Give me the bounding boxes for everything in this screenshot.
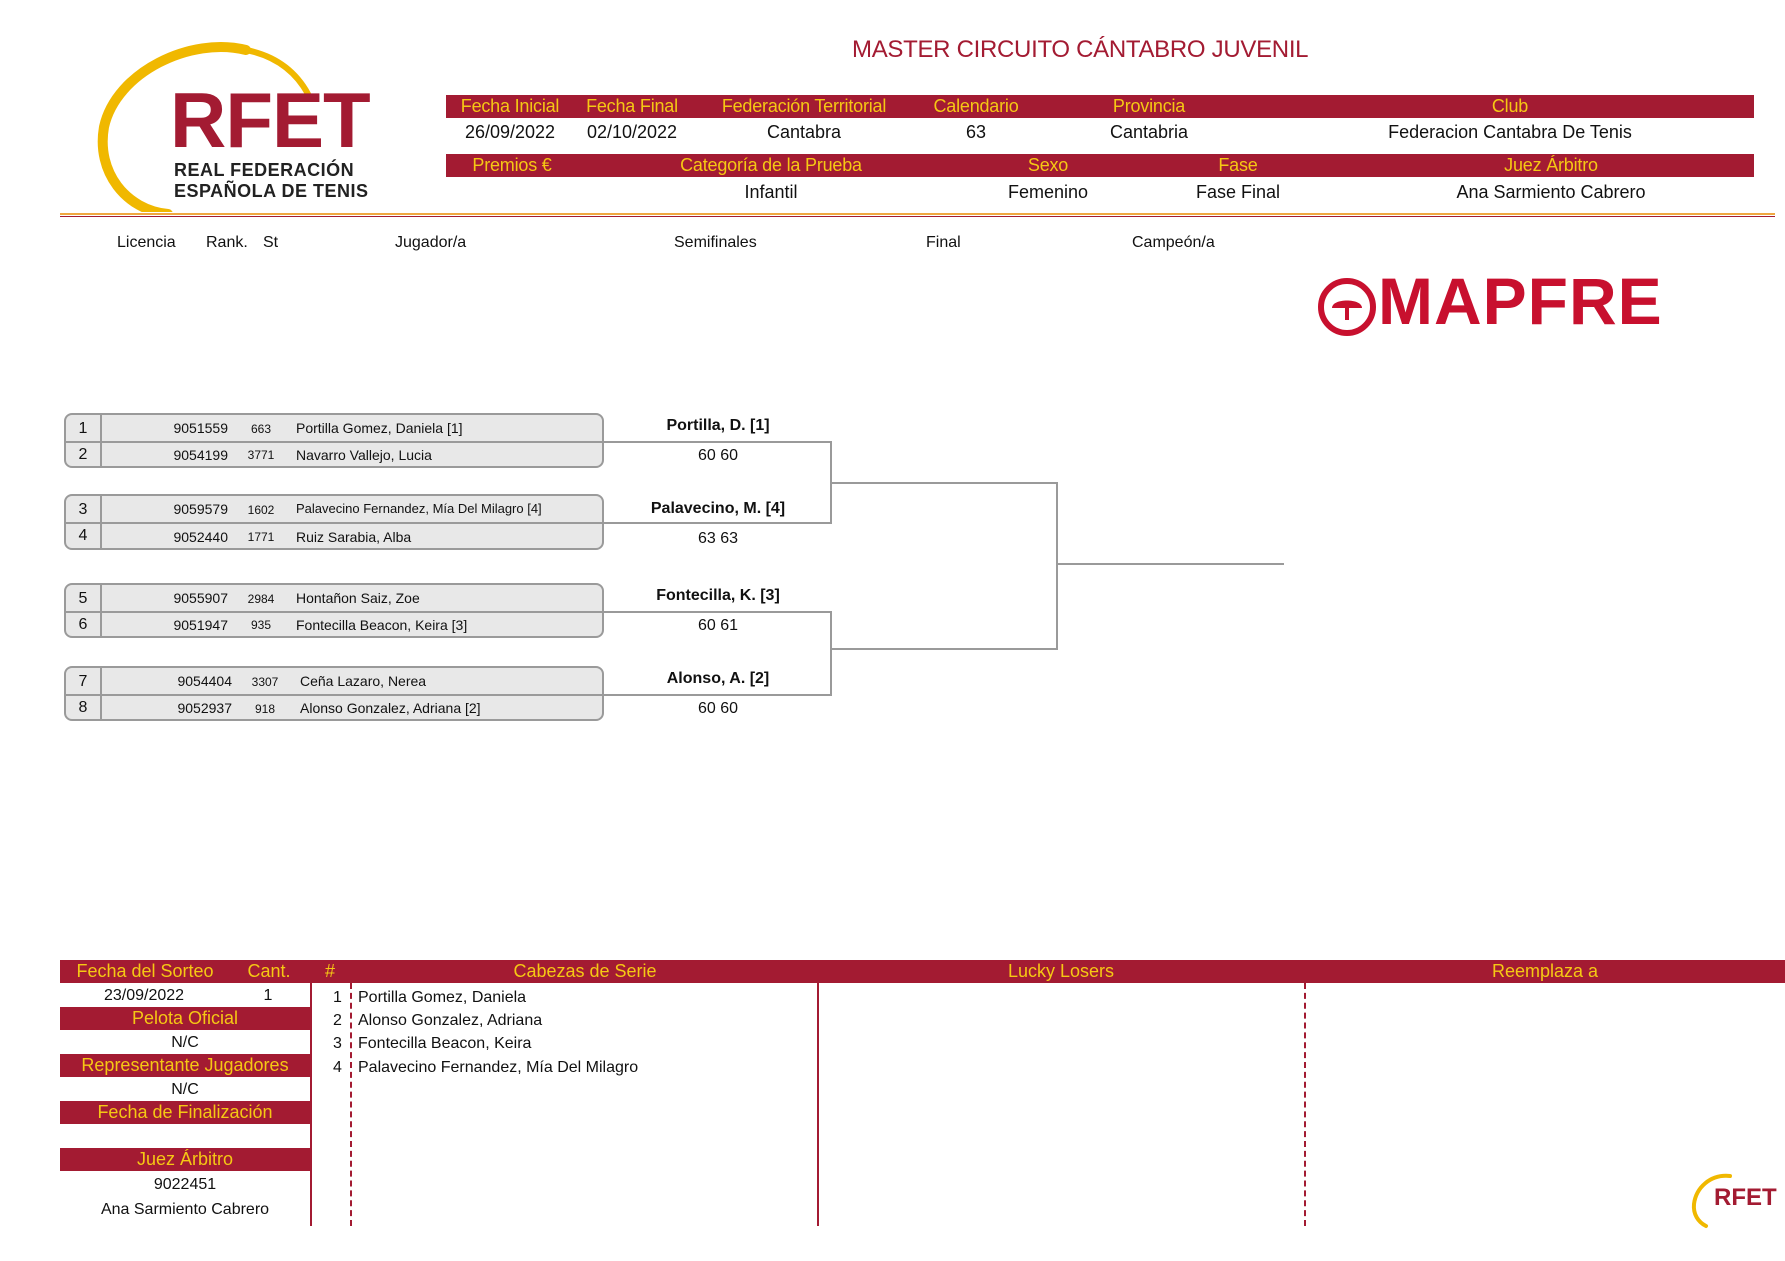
draw-pos: 7 — [66, 668, 102, 694]
draw-rank: 1602 — [247, 503, 275, 517]
logo-big-text: RFET — [170, 76, 370, 164]
col-jugador: Jugador/a — [395, 234, 467, 251]
panel-divider — [310, 983, 312, 1226]
hdr-calendario: Calendario — [933, 96, 1019, 116]
label-finalizacion: Fecha de Finalización — [60, 1101, 310, 1124]
hdr-premios: Premios € — [472, 155, 552, 175]
draw-licencia: 9054199 — [173, 447, 228, 463]
val-federacion: Cantabra — [766, 122, 842, 142]
hdr-fase: Fase — [1218, 155, 1258, 175]
semifinal-score-1: 60 60 — [697, 447, 739, 464]
draw-rank: 1771 — [247, 530, 275, 544]
label-pelota: Pelota Oficial — [60, 1007, 310, 1030]
val-fecha-final: 02/10/2022 — [586, 122, 678, 142]
draw-row-7 — [64, 666, 604, 696]
val-calendario: 63 — [965, 122, 987, 142]
hdr-juez: Juez Árbitro — [1504, 155, 1598, 175]
semifinalist-1: Portilla, D. [1] — [666, 417, 770, 434]
semifinal-score-4: 60 60 — [697, 700, 739, 717]
val-provincia: Cantabria — [1109, 122, 1189, 142]
val-fase: Fase Final — [1195, 182, 1281, 202]
semifinalist-4: Alonso, A. [2] — [666, 670, 770, 687]
draw-player-name: Portilla Gomez, Daniela [1] — [296, 420, 463, 436]
draw-pos: 6 — [66, 613, 102, 636]
seed-name: Portilla Gomez, Daniela — [358, 989, 527, 1006]
draw-licencia: 9052937 — [177, 700, 232, 716]
draw-row-1 — [64, 413, 604, 443]
val-fecha-inicial: 26/09/2022 — [464, 122, 556, 142]
panel-divider — [817, 983, 819, 1226]
val-pelota: N/C — [171, 1034, 199, 1051]
hdr-fecha-final: Fecha Final — [586, 96, 678, 116]
bracket-line — [1056, 482, 1058, 650]
draw-rank: 918 — [254, 702, 276, 716]
draw-rank: 663 — [250, 422, 272, 436]
label-cant: Cant. — [247, 961, 291, 981]
rfet-small-text: RFET — [1714, 1184, 1777, 1211]
val-fecha-sorteo: 23/09/2022 — [103, 987, 185, 1004]
rfet-small-logo — [1690, 1170, 1780, 1230]
hdr-club: Club — [1491, 96, 1529, 116]
draw-row-4 — [64, 522, 604, 550]
draw-rank: 3771 — [247, 448, 275, 462]
draw-player-name: Hontañon Saiz, Zoe — [296, 590, 420, 606]
seed-number: 2 — [333, 1012, 342, 1029]
mapfre-emblem-icon — [1312, 272, 1382, 342]
draw-licencia: 9052440 — [173, 529, 228, 545]
draw-row-2 — [64, 441, 604, 468]
col-campeon: Campeón/a — [1132, 234, 1215, 251]
bracket-line — [604, 522, 832, 524]
draw-pos: 2 — [66, 443, 102, 466]
mapfre-logo — [1302, 258, 1758, 344]
divider-red — [60, 216, 1775, 217]
draw-pos: 8 — [66, 696, 102, 719]
draw-player-name: Ruiz Sarabia, Alba — [296, 529, 412, 545]
hdr-provincia: Provincia — [1112, 96, 1186, 116]
bracket-line — [830, 611, 832, 696]
label-representante: Representante Jugadores — [60, 1054, 310, 1077]
bracket-line — [830, 648, 1058, 650]
draw-rank: 3307 — [251, 675, 279, 689]
seed-name: Alonso Gonzalez, Adriana — [358, 1012, 543, 1029]
divider-orange — [60, 213, 1775, 215]
bracket-line — [1056, 563, 1284, 565]
val-categoria: Infantil — [744, 182, 798, 202]
seed-number: 1 — [333, 989, 342, 1006]
logo-sub1: REAL FEDERACIÓN — [174, 160, 355, 180]
hdr-sexo: Sexo — [1027, 155, 1069, 175]
val-sexo: Femenino — [1007, 182, 1089, 202]
col-st: St — [263, 234, 279, 251]
label-juez-bottom: Juez Árbitro — [60, 1148, 310, 1171]
bracket-line — [604, 694, 832, 696]
seed-number: 3 — [333, 1035, 342, 1052]
label-reemplaza: Reemplaza a — [1491, 961, 1599, 981]
draw-row-8 — [64, 694, 604, 721]
draw-row-6 — [64, 611, 604, 638]
page-title: MASTER CIRCUITO CÁNTABRO JUVENIL — [852, 36, 1309, 63]
draw-pos: 5 — [66, 585, 102, 611]
draw-licencia: 9055907 — [173, 590, 228, 606]
seed-number: 4 — [333, 1059, 342, 1076]
hdr-fecha-inicial: Fecha Inicial — [460, 96, 560, 116]
mapfre-text: MAPFRE — [1378, 264, 1663, 338]
draw-licencia: 9054404 — [177, 673, 232, 689]
draw-player-name: Fontecilla Beacon, Keira [3] — [296, 617, 468, 633]
col-semifinales: Semifinales — [674, 234, 757, 251]
logo-sub2: ESPAÑOLA DE TENIS — [174, 181, 369, 201]
draw-licencia: 9059579 — [173, 501, 228, 517]
semifinal-score-2: 63 63 — [697, 530, 739, 547]
bracket-line — [604, 611, 832, 613]
draw-player-name: Navarro Vallejo, Lucia — [296, 447, 432, 463]
bracket-line — [830, 482, 1058, 484]
semifinal-score-3: 60 61 — [697, 617, 739, 634]
panel-divider-dashed — [1304, 983, 1306, 1226]
draw-pos: 3 — [66, 496, 102, 522]
draw-player-name: Palavecino Fernandez, Mía Del Milagro [4] — [296, 501, 542, 516]
val-juez: Ana Sarmiento Cabrero — [1456, 182, 1646, 202]
val-club: Federacion Cantabra De Tenis — [1388, 122, 1632, 142]
draw-pos: 1 — [66, 415, 102, 441]
seed-name: Palavecino Fernandez, Mía Del Milagro — [358, 1059, 639, 1076]
draw-row-5 — [64, 583, 604, 613]
semifinalist-2: Palavecino, M. [4] — [650, 500, 786, 517]
draw-rank: 2984 — [247, 592, 275, 606]
rfet-logo — [96, 32, 376, 212]
col-final: Final — [926, 234, 961, 251]
label-fecha-sorteo: Fecha del Sorteo — [76, 961, 214, 981]
bracket-line — [604, 441, 832, 443]
val-representante: N/C — [171, 1081, 199, 1098]
col-rank: Rank. — [206, 234, 248, 251]
seed-name: Fontecilla Beacon, Keira — [358, 1035, 532, 1052]
label-hash: # — [324, 961, 336, 981]
label-lucky-losers: Lucky Losers — [1007, 961, 1115, 981]
draw-licencia: 9051947 — [173, 617, 228, 633]
hdr-federacion: Federación Territorial — [721, 96, 887, 116]
panel-divider-dashed — [350, 983, 352, 1226]
val-juez-licencia: 9022451 — [153, 1176, 217, 1193]
val-cant: 1 — [263, 987, 273, 1004]
draw-rank: 935 — [250, 618, 272, 632]
col-licencia: Licencia — [117, 234, 176, 251]
draw-licencia: 9051559 — [173, 420, 228, 436]
draw-row-3 — [64, 494, 604, 524]
draw-player-name: Ceña Lazaro, Nerea — [300, 673, 427, 689]
label-cabezas: Cabezas de Serie — [513, 961, 657, 981]
hdr-categoria: Categoría de la Prueba — [680, 155, 862, 175]
draw-player-name: Alonso Gonzalez, Adriana [2] — [300, 700, 481, 716]
val-juez-name: Ana Sarmiento Cabrero — [100, 1201, 270, 1218]
draw-pos: 4 — [66, 524, 102, 548]
semifinalist-3: Fontecilla, K. [3] — [656, 587, 780, 604]
